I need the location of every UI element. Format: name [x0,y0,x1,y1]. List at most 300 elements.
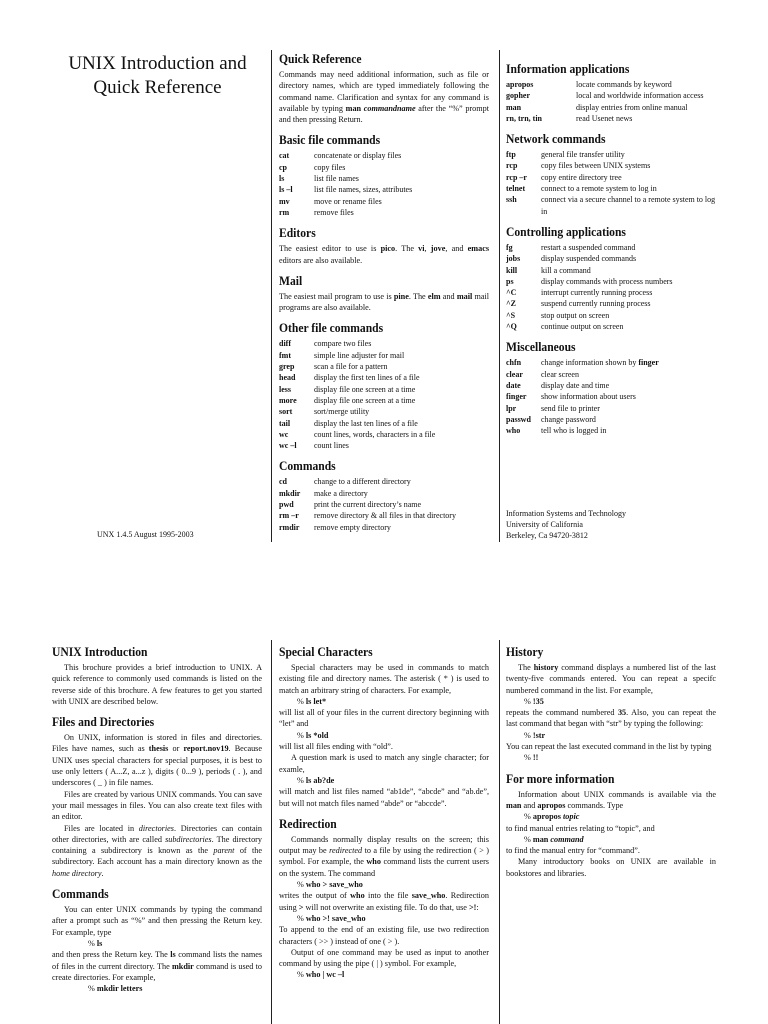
text: % [524,834,531,844]
text: command lists the names of files in the current directory. The [52,950,263,971]
cmd-desc: send file to printer [541,403,600,413]
example-command [297,879,489,890]
table-row [506,149,716,160]
example-command [297,913,489,924]
cmd-desc: remove directory & all files in that directory [314,511,456,521]
cmd-desc: copy files [314,162,346,172]
cmd-name: man [506,102,522,112]
intro-text: This brochure provides a brief introduction to UNIX. A quick reference to commonly used commands is listed on the reverse side of this brochure. A few features to get you started with UNIX are described below. [52,663,262,706]
table-row [506,298,673,309]
text: % [297,730,304,740]
text: % [297,913,304,923]
cmd-name: rm [279,207,290,217]
cmd-desc: show information about users [541,392,636,402]
section-heading: History [506,645,544,660]
cmd-desc: local and worldwide information access [576,91,704,101]
text: after the “%” prompt and then pressing Return. [279,103,489,125]
section-heading: For more information [506,772,615,786]
table-row [279,184,412,195]
text: mkdir letters [96,984,143,994]
example-command [524,696,716,707]
unix-introduction-section [52,645,262,707]
section-heading: UNIX Introduction [52,645,148,660]
cmd-desc: copy entire directory tree [541,172,622,182]
quick-reference-text [279,69,489,125]
text: % [524,696,531,706]
cmd-desc: continue output on screen [541,322,624,332]
text: ls let* [305,696,327,706]
text: command is used to create directories. For example, [52,961,262,982]
text: % [88,984,95,994]
cmd-desc: general file transfer utility [541,150,625,160]
text: !str [532,730,546,740]
cmd-desc: make a directory [314,488,368,498]
information-applications-section [506,62,716,124]
bottom-column-3 [506,645,716,887]
table-row [506,310,673,321]
editors-text [279,243,489,266]
cmd-desc: concatenate or display files [314,151,402,161]
cmd-name: diff [279,339,291,349]
text: who [366,857,381,867]
example-command [297,730,489,741]
cmd-name: who [506,426,521,436]
cmd-name: chfn [506,358,522,368]
text: . The directory containing a subdirectory is known as the [52,834,262,856]
table-row [506,183,716,194]
text: . Directories can contain other directories, with are called [52,823,262,844]
table-row [506,425,659,436]
section-heading: Miscellaneous [506,341,576,355]
cmd-name: pwd [279,500,294,510]
cmd-desc: stop output on screen [541,310,610,320]
example-command [297,775,489,786]
text: of the subdirectory. Each account has a main directory known as the [52,846,263,867]
section-heading: Files and Directories [52,715,155,730]
cmd-desc: tell who is logged in [541,426,607,436]
text: . Because UNIX uses special characters for special purposes, it is best to use only letters ( A...Z, a...z ), digits ( 0...9 ), periods ( . ), and underscores ( _ ) in file names. [52,744,262,788]
text: Files are located in [64,823,135,833]
table-row [279,361,435,372]
cmd-desc: display commands with process numbers [541,276,673,286]
cmd-name: rmdir [279,522,300,532]
cmd-name: rn, trn, tin [506,113,542,123]
text: apropos [537,800,566,810]
cmd-name: fg [506,242,513,252]
cmd-name: sort [279,407,293,417]
text: topic [562,812,580,822]
table-row [279,384,435,395]
cmd-desc: display entries from online manual [576,102,688,112]
cmd-desc: connect to a remote system to log in [541,184,657,194]
cmd-name: clear [506,369,523,379]
text: apropos [532,812,561,822]
redirection-section [279,817,489,981]
text: or [172,744,180,754]
text: . [101,868,104,878]
text: , [424,244,427,254]
cmd-desc: compare two files [314,339,372,349]
directory-commands-table [279,476,456,532]
table-row [279,488,456,499]
address-block [506,508,716,541]
table-row [506,403,659,414]
paragraph: Many introductory books on UNIX are available in bookstores and libraries. [506,857,716,878]
cmd-desc: locate commands by keyword [576,80,672,89]
table-row [279,418,435,429]
table-row [506,160,716,171]
text: save_who [411,891,446,901]
text: who | wc –l [305,970,345,980]
cmd-name: passwd [506,414,531,424]
text: . Redirection using [279,891,489,912]
controlling-applications-section [506,225,716,332]
section-heading: Commands [52,887,109,902]
table-row [506,90,716,101]
text: who > save_who [305,880,363,890]
section-heading: Special Characters [279,645,373,660]
section-heading: Redirection [279,817,337,832]
cmd-name: lpr [506,403,517,413]
text: will not overwrite an existing file. To do that, use [305,902,467,912]
text: % [524,753,531,763]
table-row [279,522,456,533]
text: man [532,834,549,844]
bottom-divider-1 [271,640,272,1024]
address-line: Information Systems and Technology [506,509,626,518]
text: % [297,880,304,890]
more-information-section [506,772,716,879]
cmd-desc: count lines [314,441,349,451]
text: The easiest editor to use is [279,244,377,254]
section-heading: Controlling applications [506,225,626,240]
brochure-title [55,52,260,100]
text: finger [638,358,659,368]
text: jove [430,244,446,254]
paragraph: You can repeat the last executed command in the list by typing [506,742,712,752]
cmd-name: ssh [506,195,517,205]
misc-table [506,357,659,436]
text: . The [395,244,414,254]
text: Commands normally display results on the screen; this output may be [279,834,489,856]
cmd-name: more [279,395,297,405]
text: to a file by using the redirection ( > ) symbol. For example, the [279,846,490,867]
table-row [506,242,673,253]
table-row [506,79,716,90]
editors-section [279,226,489,266]
table-row [506,113,716,124]
table-row [279,499,456,510]
cmd-desc: change to a different directory [314,477,411,487]
table-row [279,196,412,207]
cmd-desc: display date and time [541,380,610,390]
text: > [298,902,304,912]
table-row [506,380,659,391]
table-row [279,338,435,349]
paragraph [52,823,262,879]
table-row [506,172,716,183]
files-directories-section [52,715,262,879]
cmd-desc: list file names, sizes, attributes [314,185,413,195]
paragraph: will list all of your files in the current directory beginning with “let” and [279,708,489,729]
text: man [345,103,362,113]
paragraph: to find the manual entry for “command”. [506,846,640,856]
text: writes the output of [279,891,347,901]
text: vi [418,244,425,254]
text: !! [532,753,539,763]
section-heading: Quick Reference [279,52,362,67]
paragraph: will match and list files named “ab1de”, “abcde” and “ab.de”, but will not match files named “abde” or “abccde”. [279,787,489,808]
bottom-divider-2 [499,640,500,1024]
text: editors are also available. [279,255,363,265]
text: history [533,663,559,672]
cmd-desc: remove files [314,207,354,217]
paragraph [506,662,716,696]
text: >! [468,902,477,912]
text: subdirectories [165,834,212,844]
table-row [279,150,412,161]
mail-text [279,291,489,314]
paragraph [52,732,262,788]
title-line-2: Quick Reference [93,77,222,98]
text: On UNIX, information is stored in files and directories. Files have names, such as [52,733,262,754]
cmd-desc: move or rename files [314,196,382,206]
text: mkdir [171,961,194,971]
table-row [279,395,435,406]
table-row [279,372,435,383]
info-apps-table [506,79,716,124]
example-command [524,834,716,845]
paragraph [279,890,489,913]
paragraph: Output of one command may be used as input to another command by using the pipe ( | ) symbol. For example, [279,947,489,969]
text: elm [427,291,441,301]
example-command [524,752,716,763]
cmd-name: ^C [506,288,517,298]
cmd-name: jobs [506,254,521,264]
example-command [88,983,262,994]
text: command displays a numbered list of the last twenty-five commands entered. You can repeat a specifc numbered command in the list. For example, [506,663,716,695]
table-row [506,414,659,425]
cmd-name: gopher [506,91,530,101]
mail-section [279,274,489,314]
cmd-desc: scan a file for a pattern [314,362,388,372]
cmd-name: mkdir [279,488,301,498]
cmd-desc: read Usenet news [576,113,633,123]
title-line-1: UNIX Introduction and [68,53,247,74]
text: , and [445,244,464,254]
table-row [506,287,673,298]
paragraph: You can enter UNIX commands by typing the command after a prompt such as “%” and then pressing the Return key. For example, type [52,905,262,937]
top-column-1 [55,52,260,100]
table-row [506,357,659,368]
paragraph: Special characters may be used in commands to match existing file and directory names. The asterisk ( * ) is used to match an arbitrary string of characters. For example, [279,663,489,695]
paragraph [279,834,489,879]
other-file-commands-section [279,321,489,451]
text: commandname [363,103,416,113]
cmd-desc: clear screen [541,369,579,379]
cmd-desc: connect via a secure channel to a remote system to log in [541,195,716,216]
address-line: University of California [506,520,583,529]
network-table [506,149,716,217]
text: . Also, you can repeat the last command that began with “str” by typing the following: [506,708,717,729]
cmd-desc: display file one screen at a time [314,384,416,394]
top-divider-1 [271,50,272,542]
control-table [506,242,673,332]
section-heading: Editors [279,226,316,241]
text: ls [170,950,176,960]
cmd-desc: remove empty directory [314,522,391,532]
section-heading: Commands [279,460,336,474]
table-row [279,429,435,440]
bottom-column-2 [279,645,489,989]
section-heading: Mail [279,274,303,289]
text: ls *old [305,730,329,740]
text: command [550,834,584,844]
cmd-name: rcp [506,161,518,171]
cmd-desc: simple line adjuster for mail [314,350,405,360]
text: The [518,663,531,672]
cmd-name: wc [279,429,289,439]
commands-section [279,459,489,532]
text: parent [213,846,235,856]
cmd-desc: display the first ten lines of a file [314,373,420,383]
cmd-name: finger [506,392,527,402]
paragraph: Files are created by various UNIX commands. You can save your mail messages in files. You can also create text files with an editor. [52,789,262,822]
example-command [524,730,716,741]
bottom-column-1 [52,645,262,1002]
text: % [88,938,95,948]
text: % [297,970,304,980]
table-row [279,406,435,417]
example-command [297,969,489,980]
cmd-desc: print the current directory’s name [314,500,422,510]
cmd-desc: suspend currently running process [541,299,651,309]
text: and then press the Return key. The [52,950,168,960]
basic-commands-table [279,150,412,218]
paragraph: To append to the end of an existing file, use two redirection characters ( >> ) instead of one ( > ). [279,925,489,946]
table-row [506,276,673,287]
basic-file-commands-section [279,133,489,218]
table-row [506,321,673,332]
text: 35 [617,708,627,718]
cmd-name: telnet [506,184,526,194]
text: report.nov19 [183,744,229,754]
cmd-desc: copy files between UNIX systems [541,161,651,171]
paragraph [52,949,262,983]
cmd-name: cp [279,162,287,172]
cmd-name: tail [279,418,291,428]
cmd-name: ls –l [279,185,293,195]
section-heading: Other file commands [279,322,384,336]
cmd-desc: count lines, words, characters in a file [314,429,436,439]
text: commands. Type [567,800,624,810]
network-commands-section [506,132,716,217]
text: into the file [368,891,409,901]
cmd-name: wc –l [279,441,297,451]
top-divider-2 [499,50,500,542]
table-row [506,369,659,380]
cmd-desc [541,357,659,368]
cmd-name: fmt [279,350,291,360]
cmd-name: ps [506,276,514,286]
text: repeats the command numbered [506,708,615,718]
other-commands-table [279,338,435,451]
cmd-desc: interrupt currently running process [541,288,653,298]
table-row [279,207,412,218]
section-heading: Information applications [506,62,630,77]
history-section [506,645,716,764]
text: % [524,812,531,822]
example-command [524,811,716,822]
text: and [442,291,455,301]
text: and [523,800,536,810]
section-heading: Network commands [506,132,606,147]
table-row [279,476,456,487]
text: redirected [329,846,363,856]
table-row [279,440,435,451]
cmd-name: grep [279,362,295,372]
text: emacs [467,244,490,254]
text: who >! save_who [305,913,366,923]
text: command lists the current users on the system. The command [279,857,489,878]
text: ls [96,938,103,948]
text: man [506,800,522,810]
text: pine [393,291,409,301]
table-row [279,173,412,184]
text: who [350,891,365,901]
cmd-name: rcp –r [506,172,527,182]
text: directories [138,823,174,833]
cmd-desc: list file names [314,174,359,184]
table-row [506,391,659,402]
address-line: Berkeley, Ca 94720-3812 [506,531,588,540]
table-row [279,162,412,173]
text: The easiest mail program to use is [279,291,392,301]
text: pico [380,244,396,254]
text: % [297,775,304,785]
top-column-2 [279,52,489,541]
cmd-name: ftp [506,150,516,160]
cmd-name: rm –r [279,511,299,521]
paragraph: will list all files ending with “old”. [279,742,393,752]
text: % [297,696,304,706]
example-command [88,938,262,949]
example-command [297,696,489,707]
table-row [279,510,456,521]
special-characters-section [279,645,489,809]
text: % [524,730,531,740]
miscellaneous-section [506,340,716,436]
table-row [506,194,716,217]
text: change information shown by [541,358,637,368]
commands-intro-section [52,887,262,994]
table-row [506,253,673,264]
cmd-name: kill [506,265,518,275]
cmd-desc: restart a suspended command [541,242,636,252]
text: ls ab?de [305,775,335,785]
text: : [476,902,479,912]
paragraph: to find manual entries relating to “topic”, and [506,823,655,833]
cmd-name: ls [279,174,285,184]
table-row [506,102,716,113]
paragraph [506,707,716,730]
text: home directory [52,868,102,878]
paragraph [506,789,716,812]
cmd-desc: kill a command [541,265,591,275]
cmd-name: ^Z [506,299,516,309]
cmd-desc: display suspended commands [541,254,637,264]
cmd-desc: change password [541,414,596,424]
